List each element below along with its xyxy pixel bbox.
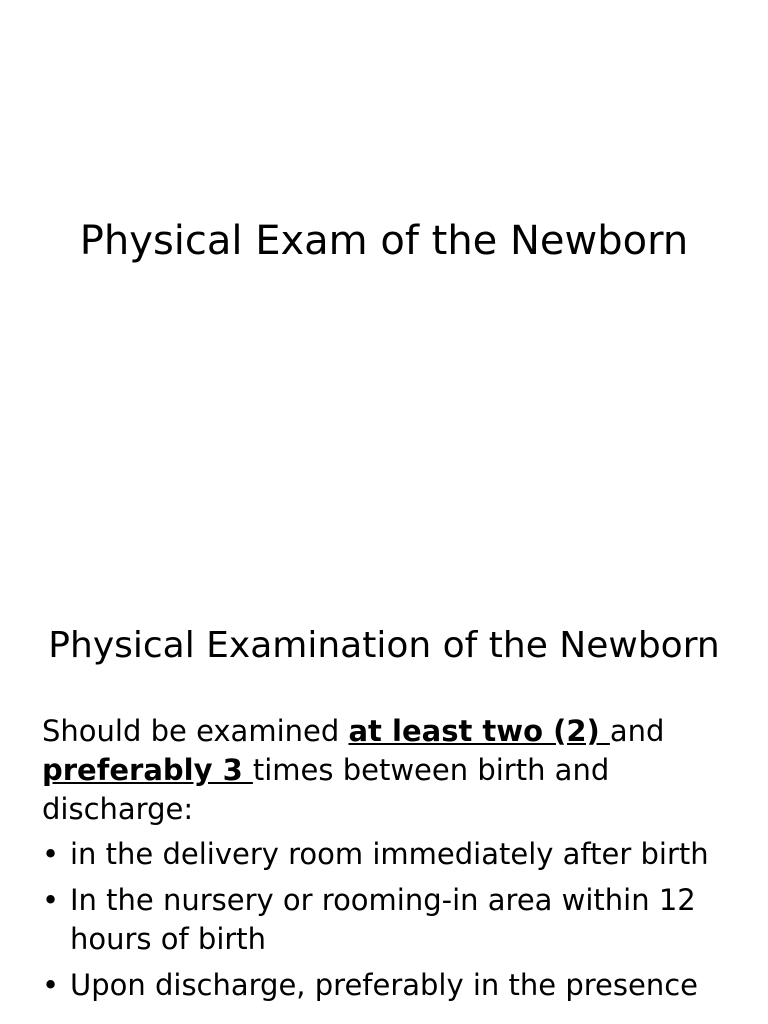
- list-item: [42, 881, 742, 959]
- list-item: [42, 835, 742, 874]
- intro-text-2: and: [609, 714, 665, 748]
- intro-text-1: Should be examined: [42, 714, 349, 748]
- list-item-text: In the nursery or rooming-in area within 12 hours of birth: [70, 883, 696, 956]
- slide-body: [42, 712, 742, 1012]
- bullet-icon: •: [42, 837, 60, 871]
- slide-title: Physical Exam of the Newborn: [79, 218, 689, 264]
- emphasis-preferably-three: preferably 3: [42, 753, 253, 787]
- list-item: [42, 966, 742, 1005]
- exam-timing-list: [42, 835, 742, 1005]
- intro-text-3: times between birth and discharge:: [42, 753, 610, 826]
- bullet-icon: •: [42, 883, 60, 917]
- emphasis-at-least-two: at least two (2): [348, 714, 610, 748]
- list-item-text: in the delivery room immediately after birth: [70, 837, 709, 871]
- slide-heading: Physical Examination of the Newborn: [48, 625, 720, 666]
- content-slide: [0, 576, 768, 1024]
- bullet-icon: •: [42, 968, 60, 1002]
- list-item-text: Upon discharge, preferably in the presence: [70, 968, 698, 1002]
- intro-paragraph: [42, 712, 742, 829]
